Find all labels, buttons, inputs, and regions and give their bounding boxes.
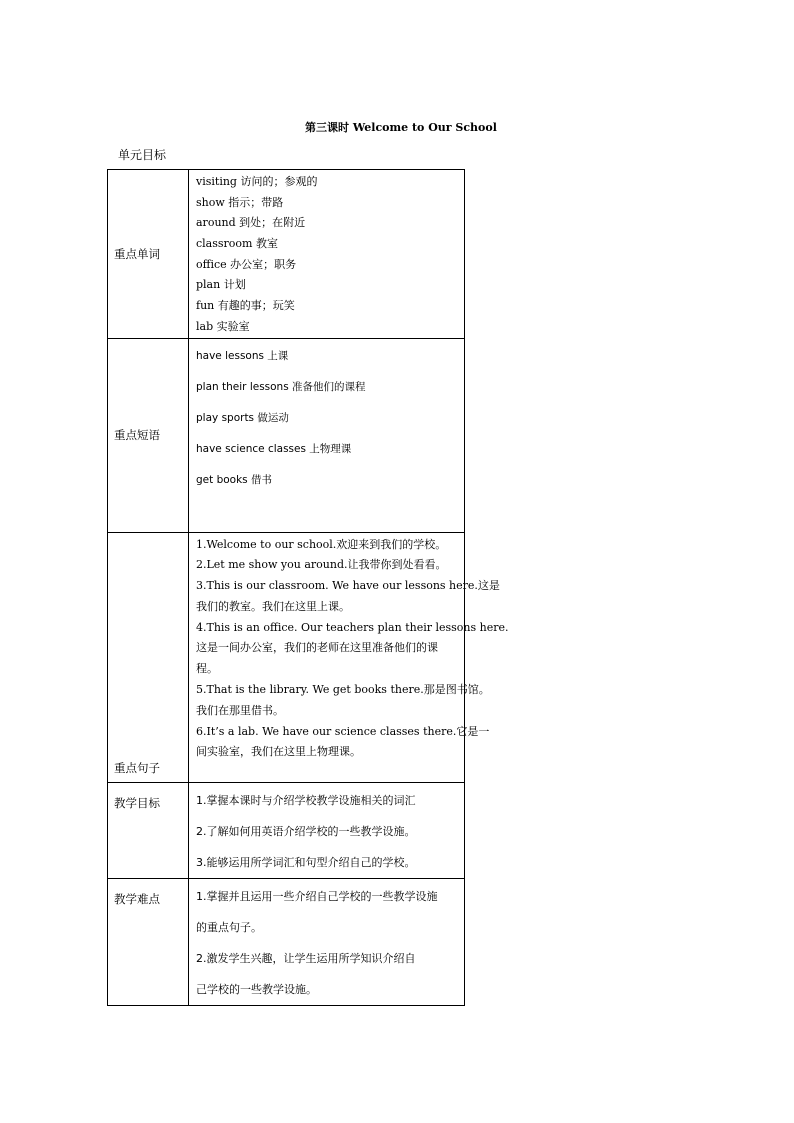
lesson-plan-table (107, 169, 509, 1006)
row-label-key-words: 重点单词 (108, 170, 189, 339)
table-row-key-phrases (108, 338, 465, 532)
list-item: 1.掌握并且运用一些介绍自己学校的一些教学设施 (196, 889, 438, 903)
table-row-teaching-difficulties (108, 878, 465, 1005)
row-label-key-phrases: 重点短语 (108, 338, 189, 532)
unit-objectives-heading: 单元目标 (118, 148, 167, 162)
lesson-title: 第三课时 Welcome to Our School (305, 121, 497, 134)
list-item: show 指示；带路 (196, 195, 284, 209)
list-item: classroom 教室 (196, 237, 278, 251)
row-label-key-sentences: 重点句子 (108, 532, 189, 782)
row-label-teaching-difficulties: 教学难点 (108, 878, 189, 1005)
list-item: get books 借书 (196, 473, 272, 486)
list-item: have science classes 上物理课 (196, 442, 352, 455)
row-label-teaching-objectives: 教学目标 (108, 782, 189, 878)
teaching-difficulties-cell (189, 878, 465, 1005)
table-row-key-sentences (108, 532, 465, 782)
list-item: 4.This is an office. Our teachers plan their lessons here. (196, 620, 509, 634)
list-item: 间实验室，我们在这里上物理课。 (196, 745, 361, 759)
list-item: around 到处；在附近 (196, 216, 306, 230)
list-item: fun 有趣的事；玩笑 (196, 299, 295, 313)
list-item: 程。 (196, 662, 218, 676)
list-item: plan their lessons 准备他们的课程 (196, 380, 366, 393)
list-item: 己学校的一些教学设施。 (196, 982, 317, 996)
list-item: visiting 访问的；参观的 (196, 175, 318, 188)
list-item: 5.That is the library. We get books there.那是图书馆。 (196, 683, 490, 697)
table-row-teaching-objectives (108, 782, 465, 878)
list-item: 我们在那里借书。 (196, 703, 284, 717)
list-item: lab 实验室 (196, 319, 250, 333)
list-item: 1.掌握本课时与介绍学校教学设施相关的词汇 (196, 793, 416, 807)
list-item: 3.能够运用所学词汇和句型介绍自己的学校。 (196, 855, 416, 869)
list-item: office 办公室；职务 (196, 257, 297, 271)
list-item: 2.激发学生兴趣，让学生运用所学知识介绍自 (196, 951, 416, 965)
list-item: have lessons 上课 (196, 349, 289, 362)
list-item: 这是一间办公室，我们的老师在这里准备他们的课 (196, 641, 438, 655)
list-item: play sports 做运动 (196, 411, 289, 424)
key-words-cell (189, 170, 465, 339)
list-item: 6.It’s a lab. We have our science classes there.它是一 (196, 724, 490, 738)
list-item: 2.Let me show you around.让我带你到处看看。 (196, 558, 447, 572)
teaching-objectives-cell (189, 782, 465, 878)
list-item: 的重点句子。 (196, 920, 262, 934)
key-phrases-cell (189, 338, 465, 532)
list-item: 1.Welcome to our school.欢迎来到我们的学校。 (196, 537, 447, 551)
key-sentences-cell (189, 532, 509, 782)
list-item: 3.This is our classroom. We have our lessons here.这是 (196, 579, 500, 593)
list-item: 2.了解如何用英语介绍学校的一些教学设施。 (196, 824, 416, 838)
list-item: plan 计划 (196, 278, 246, 292)
list-item: 我们的教室。我们在这里上课。 (196, 599, 350, 613)
table-row-key-words (108, 170, 465, 339)
